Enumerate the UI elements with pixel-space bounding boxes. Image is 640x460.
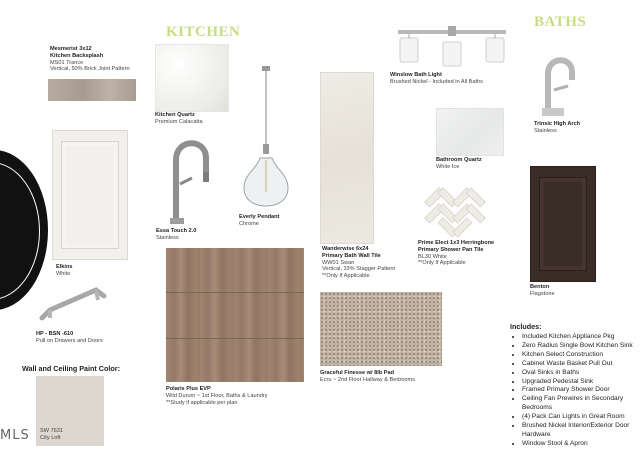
wall-tile-label: Wanderwise 6x24 Primary Bath Wall Tile WW01 Swan Vertical, 33% Stagger Pattern **Only If Applicable [322, 246, 396, 280]
includes-list [512, 333, 640, 449]
paint-name: City Loft [40, 434, 61, 441]
baths-header: BATHS [534, 14, 587, 30]
bathroom-quartz-label: Bathroom Quartz White Ice [436, 157, 482, 170]
kitchen-faucet-image [164, 134, 214, 226]
bath-light-image [392, 24, 512, 70]
carpet-label: Graceful Finesse w/ 8lb Pad Ecru ~ 2nd Floor Hallway & Bedrooms [320, 370, 415, 383]
list-item: • Oval Sinks in Baths [522, 369, 640, 378]
backsplash-swatch [48, 79, 136, 101]
bath-light-label: Winslow Bath Light Brushed Nickel - Included in All Baths [390, 72, 483, 85]
mls-watermark: MLS [0, 428, 30, 443]
list-item: • Upgraded Pedestal Sink [522, 378, 640, 387]
list-item: • Brushed Nickel Interior/Exterior Door Hardware [522, 422, 640, 440]
list-item: • Zero Radius Single Bowl Kitchen Sink [522, 342, 640, 351]
paint-color-swatch [36, 376, 104, 446]
kitchen-header: KITCHEN [166, 24, 241, 40]
cabinet-pull-image [38, 284, 110, 324]
bath-cabinet-image [530, 166, 596, 282]
list-item: • Framed Primary Shower Door [522, 386, 640, 395]
evp-flooring-swatch [166, 248, 304, 382]
includes-title: Includes: [510, 322, 542, 331]
pendant-label: Everly Pendant Chrome [239, 214, 280, 227]
list-item: • Window Stool & Apron [522, 440, 640, 449]
carpet-swatch [320, 292, 442, 366]
cabinet-label: Elkins White [56, 264, 73, 277]
list-item: • Cabinet Waste Basket Pull Out [522, 360, 640, 369]
backsplash-label: Mesmerist 3x12 Kitchen Backsplash MS01 Trance Vertical, 50% Brick Joint Pattern [50, 46, 130, 73]
paint-code: SW 7631 [40, 428, 64, 434]
bath-cabinet-label: Benton Flagstone [530, 284, 555, 297]
bathroom-quartz-swatch [436, 108, 504, 156]
kitchen-quartz-swatch [155, 44, 229, 112]
list-item: • Included Kitchen Appliance Pkg [522, 333, 640, 342]
hardware-label: HP - BSN -610 Pull on Drawers and Doors [36, 331, 103, 344]
list-item: • Ceiling Fan Prewires in Secondary Bedrooms [522, 395, 640, 413]
list-item: • Kitchen Select Construction [522, 351, 640, 360]
kitchen-quartz-label: Kitchen Quartz Premium Calacatta [155, 112, 203, 125]
shower-pan-tile-swatch [418, 184, 490, 238]
list-item: • (4) Pack Can Lights in Great Room [522, 413, 640, 422]
evp-label: Polaris Plus EVP Wild Durum ~ 1st Floor, Baths & Laundry **Study if applicable per plan [166, 386, 268, 406]
bath-faucet-label: Trinsic High Arch Stainless [534, 121, 581, 134]
kitchen-faucet-label: Essa Touch 2.0 Stainless [156, 228, 197, 241]
bath-faucet-image [538, 46, 578, 120]
kitchen-cabinet-image [52, 130, 128, 260]
shower-pan-tile-label: Prime Elect 1x3 Herringbone Primary Shower Pan Tile BL30 White **Only If Applicable [418, 240, 495, 267]
pendant-light-image [238, 66, 294, 216]
paint-color-title: Wall and Ceiling Paint Color: [22, 364, 120, 373]
wall-tile-swatch [320, 72, 374, 244]
